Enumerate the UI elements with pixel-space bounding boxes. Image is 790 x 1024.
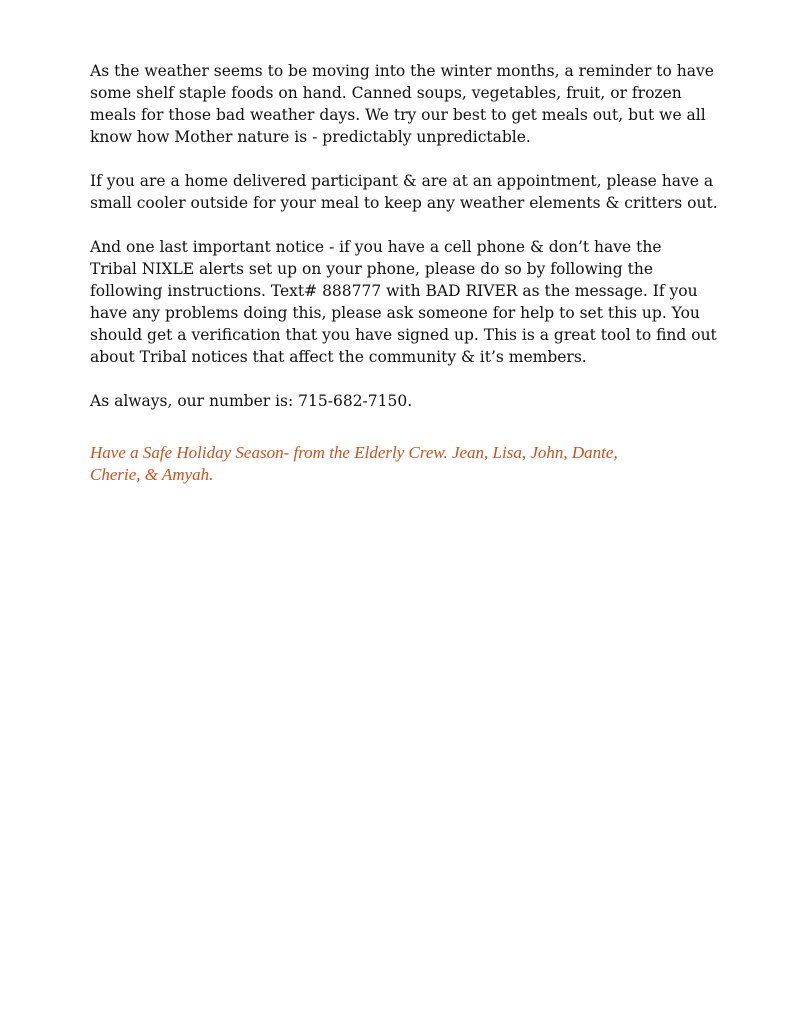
document-body <box>90 60 750 508</box>
paragraph-phone-number <box>90 390 750 412</box>
text-line: As always, our number is: 715-682-7150. <box>90 392 413 410</box>
text-line: Tribal NIXLE alerts set up on your phone, please do so by following the <box>90 260 654 278</box>
text-line: small cooler outside for your meal to keep any weather elements & critters out. <box>90 194 718 212</box>
closing-greeting <box>90 442 750 486</box>
text-line: If you are a home delivered participant & are at an appointment, please have a <box>90 172 714 190</box>
text-line: some shelf staple foods on hand. Canned soups, vegetables, fruit, or frozen <box>90 84 682 102</box>
text-line: about Tribal notices that affect the community & it’s members. <box>90 348 587 366</box>
text-line: following instructions. Text# 888777 with BAD RIVER as the message. If you <box>90 282 698 300</box>
text-line: know how Mother nature is - predictably unpredictable. <box>90 128 531 146</box>
text-line: have any problems doing this, please ask someone for help to set this up. You <box>90 304 700 322</box>
text-line: meals for those bad weather days. We try our best to get meals out, but we all <box>90 106 706 124</box>
text-line: And one last important notice - if you have a cell phone & don’t have the <box>90 238 662 256</box>
closing-line: Cherie, & Amyah. <box>90 465 214 484</box>
closing-line: Have a Safe Holiday Season- from the Elderly Crew. Jean, Lisa, John, Dante, <box>90 443 618 462</box>
text-line: should get a verification that you have signed up. This is a great tool to find out <box>90 326 717 344</box>
paragraph-home-delivered <box>90 170 750 214</box>
text-line: As the weather seems to be moving into the winter months, a reminder to have <box>90 62 714 80</box>
paragraph-winter-reminder <box>90 60 750 148</box>
paragraph-nixle-alerts <box>90 236 750 368</box>
